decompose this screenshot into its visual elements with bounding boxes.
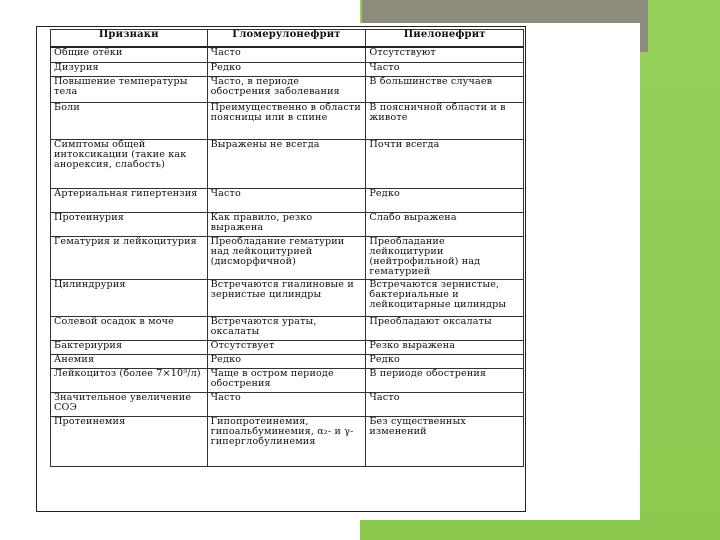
cell-glomerulonephritis: Преимущественно в области поясницы или в спине bbox=[207, 102, 366, 139]
cell-pyelonephritis: Резко выражена bbox=[366, 340, 524, 354]
cell-glomerulonephritis: Часто bbox=[207, 392, 366, 416]
cell-sign: Общие отёки bbox=[51, 47, 208, 62]
cell-glomerulonephritis: Встречаются гиалиновые и зернистые цилиндры bbox=[207, 279, 366, 316]
cell-sign: Симптомы общей интоксикации (такие как анорексия, слабость) bbox=[51, 139, 208, 188]
cell-sign: Протеинурия bbox=[51, 212, 208, 236]
cell-pyelonephritis: Отсутствуют bbox=[366, 47, 524, 62]
cell-glomerulonephritis: Часто bbox=[207, 47, 366, 62]
cell-sign: Повышение температуры тела bbox=[51, 76, 208, 102]
table-row bbox=[51, 392, 524, 416]
cell-glomerulonephritis: Редко bbox=[207, 354, 366, 368]
table-row bbox=[51, 316, 524, 340]
header-pyelonephritis: Пиелонефрит bbox=[366, 30, 524, 48]
cell-pyelonephritis: Часто bbox=[366, 392, 524, 416]
table-row bbox=[51, 236, 524, 279]
table-row bbox=[51, 76, 524, 102]
cell-sign: Артериальная гипертензия bbox=[51, 188, 208, 212]
comparison-table bbox=[50, 29, 524, 467]
cell-sign: Лейкоцитоз (более 7×10⁹/л) bbox=[51, 368, 208, 392]
cell-pyelonephritis: Преобладают оксалаты bbox=[366, 316, 524, 340]
table-row bbox=[51, 188, 524, 212]
cell-sign: Протеинемия bbox=[51, 416, 208, 466]
table-row bbox=[51, 368, 524, 392]
cell-glomerulonephritis: Как правило, резко выражена bbox=[207, 212, 366, 236]
cell-sign: Бактериурия bbox=[51, 340, 208, 354]
table-row bbox=[51, 354, 524, 368]
table-row bbox=[51, 212, 524, 236]
table-header-row bbox=[51, 30, 524, 48]
cell-pyelonephritis: Редко bbox=[366, 354, 524, 368]
cell-glomerulonephritis: Гипопротеинемия, гипоальбуминемия, α₂- и γ-гиперглобулинемия bbox=[207, 416, 366, 466]
cell-sign: Солевой осадок в моче bbox=[51, 316, 208, 340]
cell-sign: Анемия bbox=[51, 354, 208, 368]
cell-pyelonephritis: Редко bbox=[366, 188, 524, 212]
cell-sign: Гематурия и лейкоцитурия bbox=[51, 236, 208, 279]
cell-pyelonephritis: Встречаются зернистые, бактериальные и лейкоцитарные цилиндры bbox=[366, 279, 524, 316]
cell-pyelonephritis: В поясничной области и в животе bbox=[366, 102, 524, 139]
cell-pyelonephritis: Слабо выражена bbox=[366, 212, 524, 236]
cell-pyelonephritis: Без существенных изменений bbox=[366, 416, 524, 466]
cell-pyelonephritis: Почти всегда bbox=[366, 139, 524, 188]
table-row bbox=[51, 416, 524, 466]
cell-sign: Дизурия bbox=[51, 62, 208, 76]
cell-sign: Значительное увеличение СОЭ bbox=[51, 392, 208, 416]
cell-glomerulonephritis: Чаще в остром периоде обострения bbox=[207, 368, 366, 392]
cell-glomerulonephritis: Редко bbox=[207, 62, 366, 76]
header-signs: Признаки bbox=[51, 30, 208, 48]
cell-glomerulonephritis: Встречаются ураты, оксалаты bbox=[207, 316, 366, 340]
cell-sign: Боли bbox=[51, 102, 208, 139]
cell-glomerulonephritis: Отсутствует bbox=[207, 340, 366, 354]
cell-pyelonephritis: Часто bbox=[366, 62, 524, 76]
table-row bbox=[51, 47, 524, 62]
cell-glomerulonephritis: Часто, в периоде обострения заболевания bbox=[207, 76, 366, 102]
table-row bbox=[51, 102, 524, 139]
table-row bbox=[51, 279, 524, 316]
cell-glomerulonephritis: Часто bbox=[207, 188, 366, 212]
cell-glomerulonephritis: Преобладание гематурии над лейкоцитурией (дисморфичной) bbox=[207, 236, 366, 279]
table-row bbox=[51, 340, 524, 354]
cell-sign: Цилиндрурия bbox=[51, 279, 208, 316]
cell-pyelonephritis: Преобладание лейкоцитурии (нейтрофильной) над гематурией bbox=[366, 236, 524, 279]
cell-glomerulonephritis: Выражены не всегда bbox=[207, 139, 366, 188]
cell-pyelonephritis: В периоде обострения bbox=[366, 368, 524, 392]
header-glomerulonephritis: Гломерулонефрит bbox=[207, 30, 366, 48]
table-row bbox=[51, 139, 524, 188]
table-row bbox=[51, 62, 524, 76]
cell-pyelonephritis: В большинстве случаев bbox=[366, 76, 524, 102]
